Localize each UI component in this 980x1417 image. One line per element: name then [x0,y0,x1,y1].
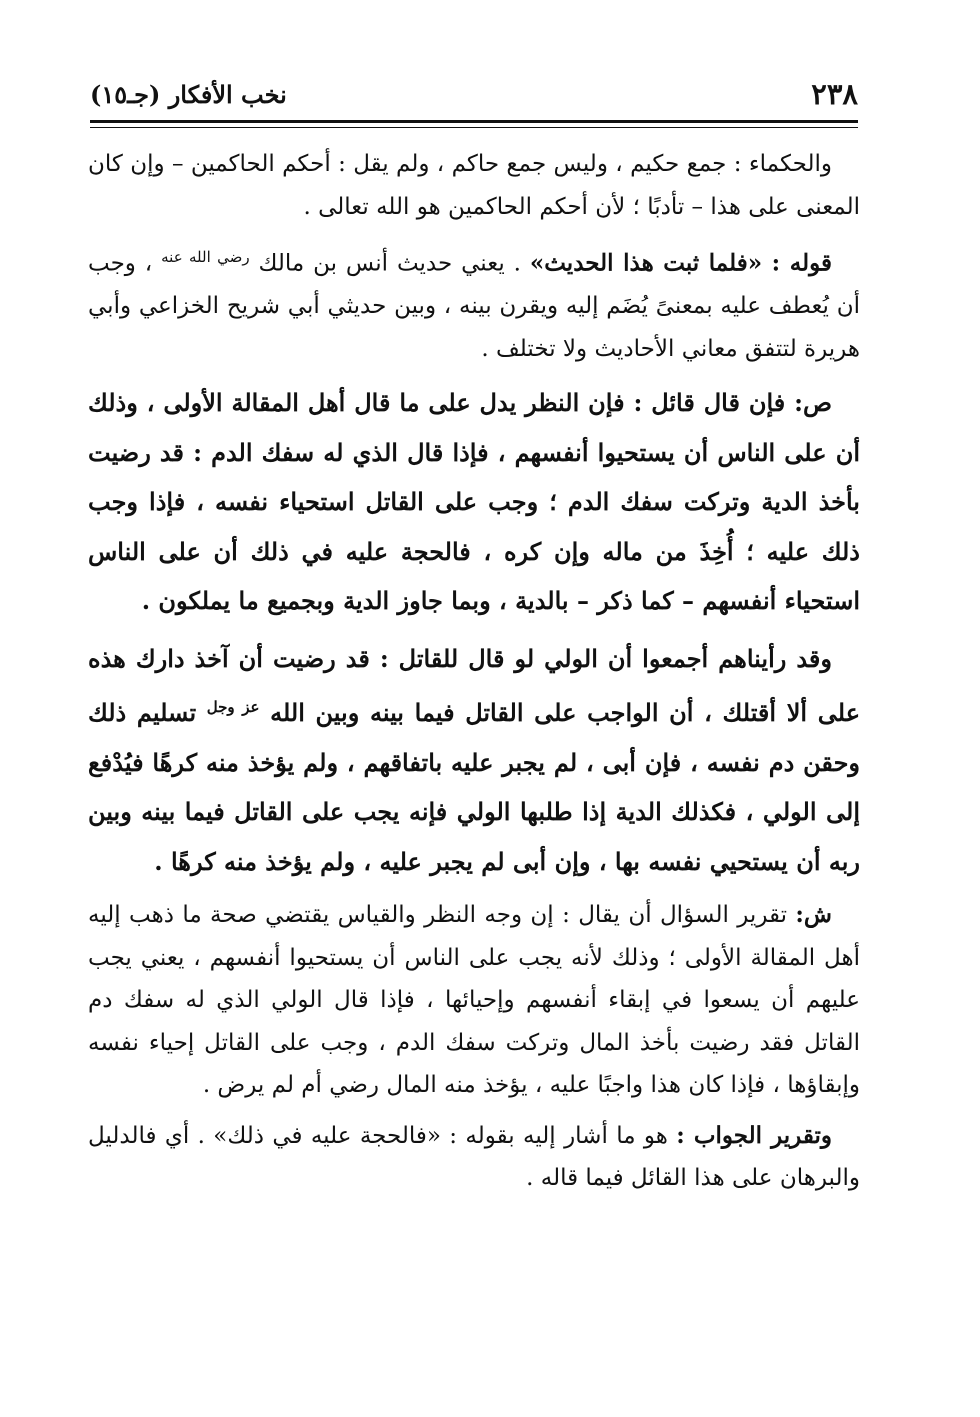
paragraph-5-lead: ش: [795,901,832,929]
paragraph-3-text: ص: فإن قال قائل : فإن النظر يدل على ما قال أهل المقالة الأولى ، وذلك أن على الناس أن يستحيوا أنفسهم ، فإذا قال الذي له سفك الدم : قد رضيت بأخذ الدية وتركت سفك الدم ؛ وجب على القاتل استحياء نفسه ، فإذا وجب ذلك عليه ؛ أُخِذَ من ماله وإن كره ، فالحجة عليه في ذلك أن على الناس استحياء أنفسهم – كما ذكر – بالدية ، وبما جاوز الدية وبجميع ما يملكون . [88,388,860,616]
paragraph-2-part1: . يعني حديث أنس بن مالك [249,250,530,277]
paragraph-2-lead: قوله : «فلما ثبت هذا الحديث» [529,249,832,277]
paragraph-1-text: والحكماء : جمع حكيم ، وليس جمع حاكم ، ولم يقل : أحكم الحاكمين – وإن كان المعنى على هذا – تأدبًا ؛ لأن أحكم الحاكمين هو الله تعالى . [88,151,860,220]
page-body [88,143,860,1208]
paragraph-4-part1: وقد رأيناهم أجمعوا أن الولي لو قال للقاتل : قد رضيت أن آخذ دارك هذه على ألا أقتلك ، أن الواجب على القاتل فيما بينه وبين الله [88,643,861,728]
paragraph-2 [88,236,860,370]
honorific-symbol-azza-wajal: عز وجل [206,698,260,717]
header-rule-thin [90,127,858,128]
paragraph-5-sharh [88,894,860,1107]
honorific-symbol-radiallahu: رضي الله عنه [161,248,250,266]
page-number: ٢٣٨ [811,77,858,111]
paragraph-2-part2: ، وجب أن يُعطف عليه بمعنىً يُضَم إليه ويقرن بينه ، وبين حديثي أبي شريح الخزاعي وأبي هريرة لتتفق معاني الأحاديث ولا تختلف . [88,250,860,362]
paragraph-4-matn [88,634,860,887]
running-title: نخب الأفكار (جـ١٥) [90,79,287,109]
header-rule-thick [90,120,858,123]
paragraph-6 [88,1115,860,1200]
paragraph-4-part2: تسليم ذلك وحقن دم نفسه ، فإن أبى ، لم يجبر عليه باتفاقهم ، ولم يؤخذ منه كرهًا فيُدْفع إلى الولي ، فكذلك الدية إذا طلبها الولي فإنه يجب على القاتل فيما بينه وبين ربه أن يستحيي نفسه بها ، وإن أبى لم يجبر عليه ، ولم يؤخذ منه كرهًا . [88,698,860,876]
paragraph-1 [88,143,860,228]
page-header [90,74,858,114]
paragraph-3-matn [88,378,860,626]
paragraph-5-text: تقرير السؤال أن يقال : إن وجه النظر والقياس يقتضي صحة ما ذهب إليه أهل المقالة الأولى ؛ وذلك لأنه يجب على الناس أن يستحيوا أنفسهم ، يعني يجب عليهم أن يسعوا في إبقاء أنفسهم وإحيائها ، فإذا قال الولي الذي له سفك دم القاتل فقد رضيت بأخذ المال وتركت سفك الدم ، وجب على القاتل إحياء نفسه وإبقاؤها ، فإذا كان هذا واجبًا عليه ، يؤخذ منه المال رضي أم لم يرض . [88,902,860,1099]
paragraph-6-text: هو ما أشار إليه بقوله : «فالحجة عليه في ذلك» . أي فالدليل والبرهان على هذا القائل فيما قاله . [88,1122,860,1192]
paragraph-6-lead: وتقرير الجواب : [676,1121,832,1149]
